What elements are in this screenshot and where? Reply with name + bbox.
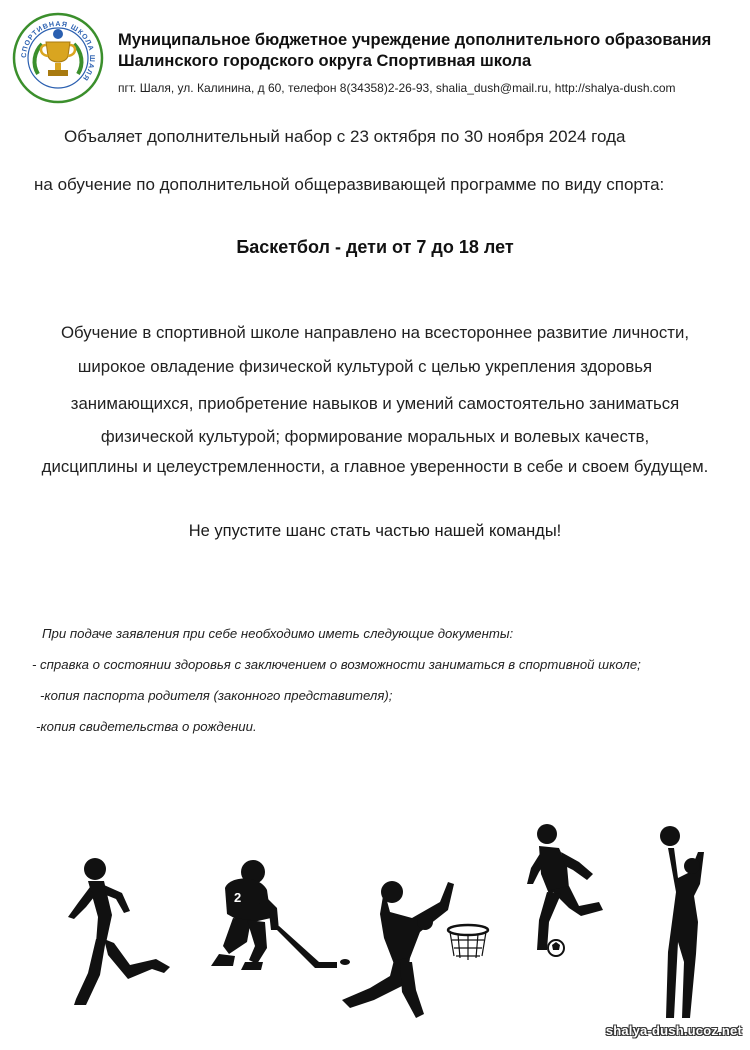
description-line: Обучение в спортивной школе направлено на всестороннее развитие личности,: [61, 323, 689, 342]
hockey-player-silhouette: [205, 858, 355, 978]
logo-ring-text: СПОРТИВНАЯ ШКОЛА ШАЛЯ: [20, 20, 96, 83]
organization-title-line2: Шалинского городского округа Спортивная школа: [118, 52, 532, 70]
basketball-dunk-silhouette: [340, 878, 495, 1028]
description-line: широкое овладение физической культурой с целью укрепления здоровья: [77, 357, 653, 376]
runner-silhouette: [60, 855, 180, 1015]
documents-intro: При подаче заявления при себе необходимо иметь следующие документы:: [42, 626, 514, 641]
description-line: дисциплины и целеустремленности, а главное уверенности в себе и своем будущем.: [41, 457, 709, 476]
basketball-shooter-silhouette: [650, 822, 720, 1027]
document-item: - справка о состоянии здоровья с заключением о возможности заниматься в спортивной школе;: [32, 657, 641, 672]
organization-title-line1: Муниципальное бюджетное учреждение дополнительного образования: [118, 31, 712, 49]
description-line: физической культурой; формирование моральных и волевых качеств,: [100, 427, 650, 446]
document-item: -копия паспорта родителя (законного представителя);: [40, 688, 393, 703]
program-text: на обучение по дополнительной общеразвивающей программе по виду спорта:: [34, 175, 665, 194]
organization-title: [118, 30, 738, 72]
watermark: shalya-dush.ucoz.net: [605, 1023, 742, 1038]
school-logo: [12, 12, 104, 104]
description-line: занимающихся, приобретение навыков и умений самостоятельно заниматься: [70, 394, 680, 413]
football-player-silhouette: [525, 822, 615, 962]
document-item: -копия свидетельства о рождении.: [36, 719, 257, 734]
jersey-number: 2: [234, 890, 242, 905]
announcement-text: Объаляет дополнительный набор с 23 октября по 30 ноября 2024 года: [64, 127, 626, 146]
sport-heading: Баскетбол - дети от 7 до 18 лет: [236, 237, 514, 257]
call-to-action: Не упустите шанс стать частью нашей команды!: [188, 522, 562, 540]
organization-contacts: пгт. Шаля, ул. Калинина, д 60, телефон 8(34358)2-26-93, shalia_dush@mail.ru, http://shalya-dush.com: [118, 81, 676, 95]
